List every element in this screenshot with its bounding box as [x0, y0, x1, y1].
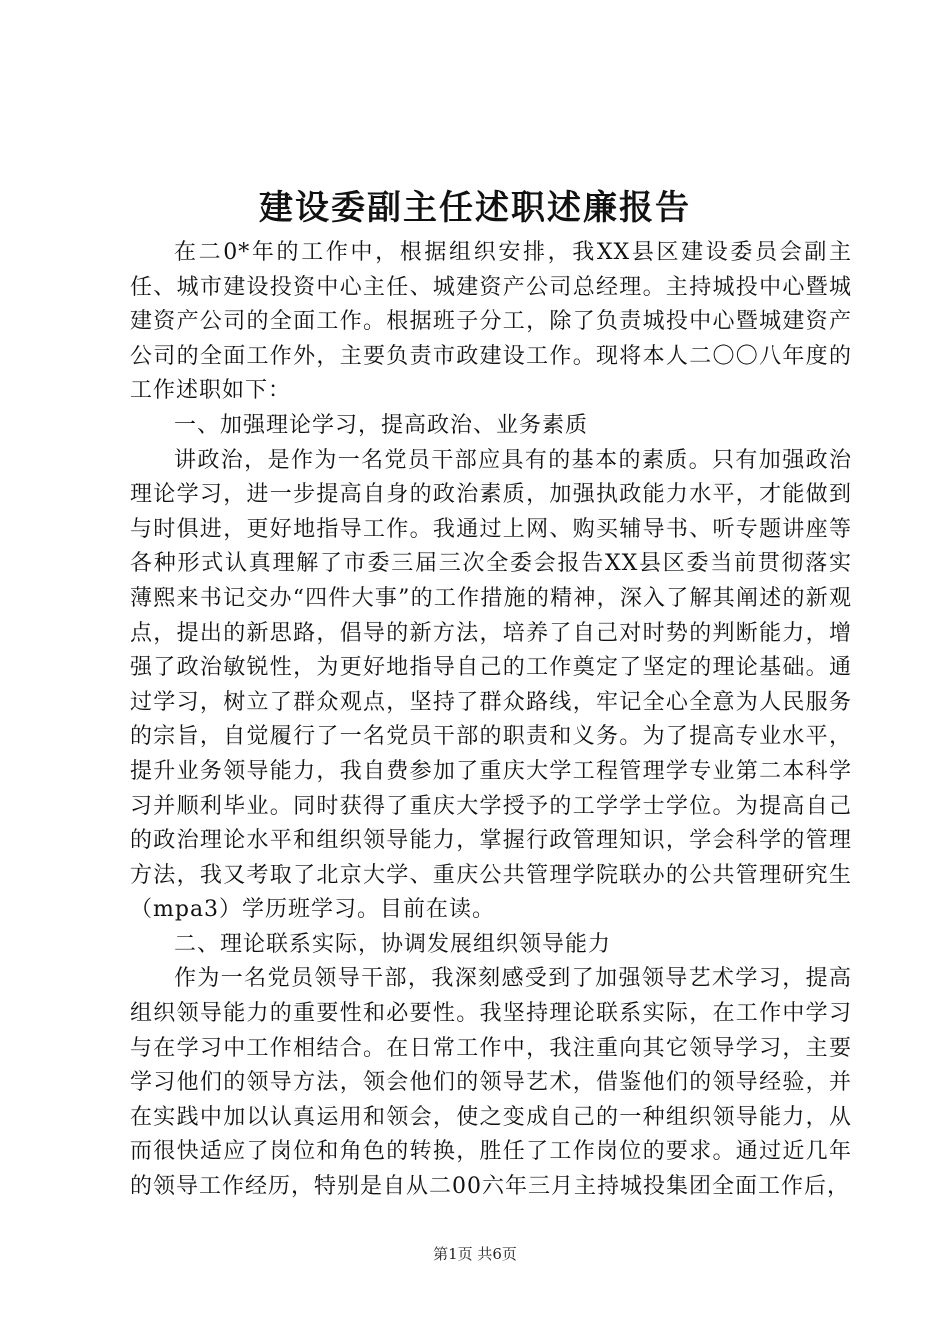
paragraph-section-2: 作为一名党员领导干部，我深刻感受到了加强领导艺术学习，提高组织领导能力的重要性和必要性。我坚持理论联系实际，在工作中学习与在学习中工作相结合。在日常工作中，我注重向其它领导学习，主要学习他们的领导方法，领会他们的领导艺术，借鉴他们的领导经验，并在实践中加以认真运用和领会，使之变成自己的一种组织领导能力，从而很快适应了岗位和角色的转换，胜任了工作岗位的要求。通过近几年的领导工作经历，特别是自从二00六年三月主持城投集团全面工作后，: [130, 966, 852, 1200]
paragraph-section-1: 讲政治，是作为一名党员干部应具有的基本的素质。只有加强政治理论学习，进一步提高自身的政治素质，加强执政能力水平，才能做到与时俱进，更好地指导工作。我通过上网、购买辅导书、听专题讲座等各种形式认真理解了市委三届三次全委会报告XX县区委当前贯彻落实薄熙来书记交办“四件大事”的工作措施的精神，深入了解其阐述的新观点，提出的新思路，倡导的新方法，培养了自己对时势的判断能力，增强了政治敏锐性，为更好地指导自己的工作奠定了坚定的理论基础。通过学习，树立了群众观点，坚持了群众路线，牢记全心全意为人民服务的宗旨，自觉履行了一名党员干部的职责和义务。为了提高专业水平，提升业务领导能力，我自费参加了重庆大学工程管理学专业第二本科学习并顺利毕业。同时获得了重庆大学授予的工学学士学位。为提高自己的政治理论水平和组织领导能力，掌握行政管理知识，学会科学的管理方法，我又考取了北京大学、重庆公共管理学院联办的公共管理研究生（mpa3）学历班学习。目前在读。: [130, 447, 852, 923]
document-title: 建设委副主任述职述廉报告: [259, 188, 691, 228]
paragraph-intro: 在二0*年的工作中，根据组织安排，我XX县区建设委员会副主任、城市建设投资中心主任、城建资产公司总经理。主持城投中心暨城建资产公司的全面工作。根据班子分工，除了负责城投中心暨城建资产公司的全面工作外，主要负责市政建设工作。现将本人二〇〇八年度的工作述职如下：: [130, 240, 852, 404]
document-body: [130, 236, 852, 1205]
section-heading-2: 二、理论联系实际，协调发展组织领导能力: [174, 931, 612, 957]
page-number-footer: 第1页 共6页: [433, 1245, 517, 1263]
section-heading-1: 一、加强理论学习，提高政治、业务素质: [174, 412, 589, 438]
